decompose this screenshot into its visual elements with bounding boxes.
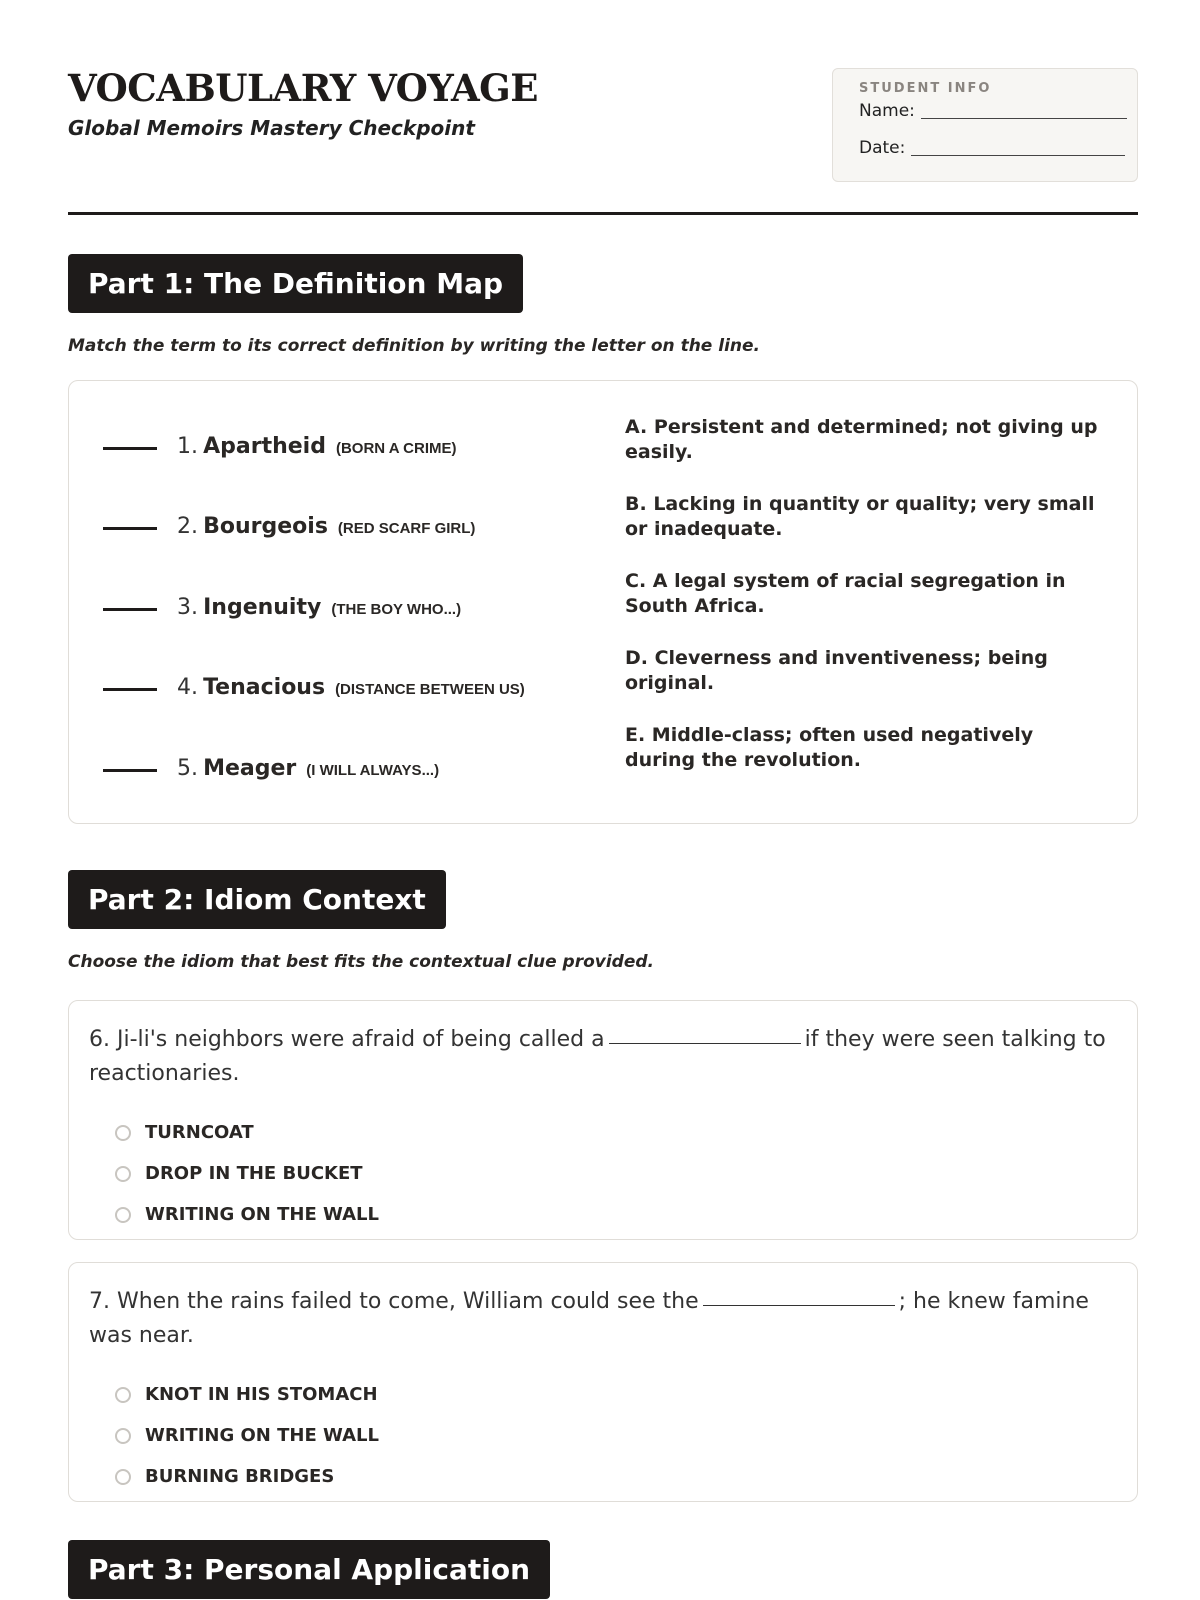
term-number: 3. bbox=[177, 595, 198, 620]
radio-button[interactable] bbox=[115, 1125, 131, 1141]
part2-instruction: Choose the idiom that best fits the contextual clue provided. bbox=[68, 952, 654, 972]
term-word: Ingenuity bbox=[203, 595, 322, 620]
term-number: 4. bbox=[177, 675, 198, 700]
answer-line[interactable] bbox=[103, 447, 157, 450]
definition-item: D. Cleverness and inventiveness; being original. bbox=[625, 647, 1048, 694]
radio-button[interactable] bbox=[115, 1166, 131, 1182]
term-number: 2. bbox=[177, 514, 198, 539]
question-blank bbox=[703, 1305, 895, 1306]
part1-heading: Part 1: The Definition Map bbox=[68, 254, 523, 313]
question-prompt-end: if they were seen talking to reactionaries. bbox=[89, 1027, 1106, 1086]
question-text bbox=[89, 1285, 1117, 1353]
term-word: Bourgeois bbox=[203, 514, 328, 539]
worksheet-title: VOCABULARY VOYAGE bbox=[68, 66, 538, 110]
term-book: (THE BOY WHO...) bbox=[331, 601, 462, 618]
radio-button[interactable] bbox=[115, 1207, 131, 1223]
term-book: (I WILL ALWAYS...) bbox=[306, 762, 440, 779]
term-book: (RED SCARF GIRL) bbox=[337, 520, 476, 537]
option-item[interactable] bbox=[115, 1111, 1117, 1152]
definition-item: C. A legal system of racial segregation in South Africa. bbox=[625, 570, 1066, 617]
definition-map-box bbox=[68, 380, 1138, 824]
date-label: Date: bbox=[859, 138, 906, 158]
answer-line[interactable] bbox=[103, 527, 157, 530]
term-book: (DISTANCE BETWEEN US) bbox=[335, 681, 525, 698]
option-label: TURNCOAT bbox=[145, 1122, 254, 1143]
option-item[interactable] bbox=[115, 1152, 1117, 1193]
radio-button[interactable] bbox=[115, 1469, 131, 1485]
option-label: WRITING ON THE WALL bbox=[145, 1425, 379, 1446]
part1-instruction: Match the term to its correct definition by writing the letter on the line. bbox=[68, 336, 760, 356]
part3-heading: Part 3: Personal Application bbox=[68, 1540, 550, 1599]
option-item[interactable] bbox=[115, 1414, 1117, 1455]
worksheet-page bbox=[68, 0, 1138, 1586]
answer-line[interactable] bbox=[103, 608, 157, 611]
term-number: 5. bbox=[177, 756, 198, 781]
definition-item: E. Middle-class; often used negatively during the revolution. bbox=[625, 724, 1034, 771]
option-list bbox=[89, 1111, 1117, 1234]
term-row bbox=[103, 432, 457, 462]
option-label: BURNING BRIDGES bbox=[145, 1466, 335, 1487]
definition-item: B. Lacking in quantity or quality; very small or inadequate. bbox=[625, 493, 1095, 540]
term-row bbox=[103, 673, 525, 703]
question-card bbox=[68, 1000, 1138, 1240]
answer-line[interactable] bbox=[103, 688, 157, 691]
question-prompt: 6. Ji-li's neighbors were afraid of being called a bbox=[89, 1027, 605, 1052]
question-text bbox=[89, 1023, 1117, 1091]
name-label: Name: bbox=[859, 101, 915, 121]
radio-button[interactable] bbox=[115, 1387, 131, 1403]
question-prompt: 7. When the rains failed to come, William could see the bbox=[89, 1289, 699, 1314]
term-word: Apartheid bbox=[203, 434, 326, 459]
answer-line[interactable] bbox=[103, 769, 157, 772]
definitions-list bbox=[625, 415, 1105, 800]
option-label: KNOT IN HIS STOMACH bbox=[145, 1384, 378, 1405]
definition-item: A. Persistent and determined; not giving up easily. bbox=[625, 416, 1098, 463]
question-prompt-end: ; he knew famine was near. bbox=[89, 1289, 1089, 1348]
date-row bbox=[859, 138, 1137, 158]
question-card bbox=[68, 1262, 1138, 1502]
option-label: WRITING ON THE WALL bbox=[145, 1204, 379, 1225]
term-row bbox=[103, 512, 475, 542]
term-word: Meager bbox=[203, 756, 297, 781]
date-field[interactable] bbox=[911, 155, 1125, 156]
option-list bbox=[89, 1373, 1117, 1496]
term-book: (BORN A CRIME) bbox=[335, 440, 457, 457]
student-info-heading: STUDENT INFO bbox=[859, 81, 992, 96]
option-label: DROP IN THE BUCKET bbox=[145, 1163, 363, 1184]
term-number: 1. bbox=[177, 434, 198, 459]
radio-button[interactable] bbox=[115, 1428, 131, 1444]
name-row bbox=[859, 101, 1137, 121]
term-word: Tenacious bbox=[203, 675, 326, 700]
term-row bbox=[103, 593, 461, 623]
name-field[interactable] bbox=[921, 118, 1127, 119]
worksheet-header bbox=[68, 0, 1138, 215]
worksheet-subtitle: Global Memoirs Mastery Checkpoint bbox=[68, 116, 475, 140]
term-row bbox=[103, 754, 439, 784]
option-item[interactable] bbox=[115, 1373, 1117, 1414]
option-item[interactable] bbox=[115, 1193, 1117, 1234]
part2-heading: Part 2: Idiom Context bbox=[68, 870, 446, 929]
option-item[interactable] bbox=[115, 1455, 1117, 1496]
student-info-box bbox=[832, 68, 1138, 182]
question-blank bbox=[609, 1043, 801, 1044]
